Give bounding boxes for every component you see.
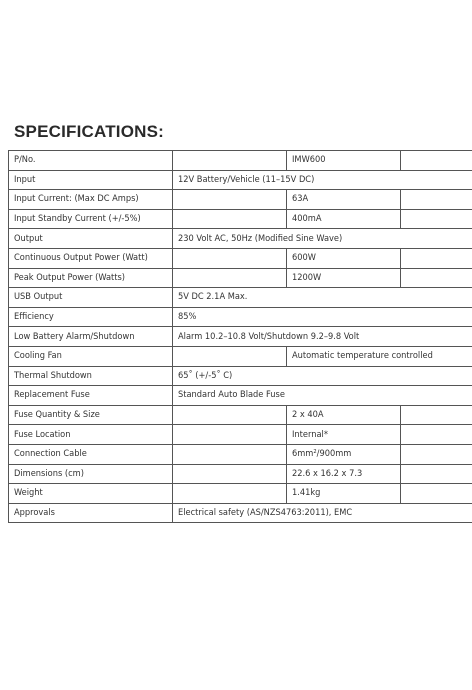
empty-cell — [173, 151, 287, 171]
table-row — [9, 484, 472, 504]
empty-cell — [401, 484, 472, 504]
empty-cell — [401, 248, 472, 268]
spec-label: Input Standby Current (+/-5%) — [9, 209, 173, 229]
spec-label: Efficiency — [9, 307, 173, 327]
table-row — [9, 170, 472, 190]
spec-label: Continuous Output Power (Watt) — [9, 248, 173, 268]
table-row — [9, 327, 472, 347]
table-row — [9, 229, 472, 249]
spec-label: Thermal Shutdown — [9, 366, 173, 386]
empty-cell — [173, 405, 287, 425]
table-row — [9, 444, 472, 464]
spec-value: 230 Volt AC, 50Hz (Modified Sine Wave) — [173, 229, 472, 249]
table-row — [9, 346, 472, 366]
spec-label: Input Current: (Max DC Amps) — [9, 190, 173, 210]
empty-cell — [173, 346, 287, 366]
table-row — [9, 366, 472, 386]
spec-value: Electrical safety (AS/NZS4763:2011), EMC — [173, 503, 472, 523]
table-row — [9, 268, 472, 288]
spec-value: 12V Battery/Vehicle (11–15V DC) — [173, 170, 472, 190]
table-row — [9, 386, 472, 406]
empty-cell — [173, 464, 287, 484]
spec-value: Automatic temperature controlled — [287, 346, 472, 366]
table-row — [9, 464, 472, 484]
spec-label: Dimensions (cm) — [9, 464, 173, 484]
empty-cell — [173, 190, 287, 210]
empty-cell — [401, 444, 472, 464]
empty-cell — [401, 209, 472, 229]
empty-cell — [173, 209, 287, 229]
empty-cell — [401, 268, 472, 288]
table-row — [9, 248, 472, 268]
spec-value: 5V DC 2.1A Max. — [173, 288, 472, 308]
spec-label: Approvals — [9, 503, 173, 523]
empty-cell — [401, 151, 472, 171]
spec-value: 2 x 40A — [287, 405, 401, 425]
spec-label: Replacement Fuse — [9, 386, 173, 406]
empty-cell — [173, 425, 287, 445]
spec-value: 85% — [173, 307, 472, 327]
spec-label: Fuse Quantity & Size — [9, 405, 173, 425]
spec-value: Standard Auto Blade Fuse — [173, 386, 472, 406]
spec-label: USB Output — [9, 288, 173, 308]
empty-cell — [401, 405, 472, 425]
table-row — [9, 190, 472, 210]
spec-label: Peak Output Power (Watts) — [9, 268, 173, 288]
specifications-heading: SPECIFICATIONS: — [14, 122, 165, 141]
spec-value: 6mm²/900mm — [287, 444, 401, 464]
spec-value: 1.41kg — [287, 484, 401, 504]
spec-label: Weight — [9, 484, 173, 504]
spec-value: 1200W — [287, 268, 401, 288]
specifications-table — [8, 150, 472, 523]
table-row — [9, 307, 472, 327]
spec-label: Connection Cable — [9, 444, 173, 464]
spec-value: 600W — [287, 248, 401, 268]
spec-label: Low Battery Alarm/Shutdown — [9, 327, 173, 347]
table-row — [9, 425, 472, 445]
empty-cell — [401, 464, 472, 484]
spec-value: Alarm 10.2–10.8 Volt/Shutdown 9.2–9.8 Volt — [173, 327, 472, 347]
spec-label: Output — [9, 229, 173, 249]
table-row — [9, 503, 472, 523]
spec-value: 63A — [287, 190, 401, 210]
spec-label: Cooling Fan — [9, 346, 173, 366]
empty-cell — [401, 425, 472, 445]
empty-cell — [401, 190, 472, 210]
model-label: IMW600 — [287, 151, 401, 171]
part-number-label: P/No. — [9, 151, 173, 171]
empty-cell — [173, 484, 287, 504]
spec-label: Fuse Location — [9, 425, 173, 445]
spec-value: 400mA — [287, 209, 401, 229]
empty-cell — [173, 248, 287, 268]
spec-value: Internal* — [287, 425, 401, 445]
table-header-row — [9, 151, 472, 171]
table-row — [9, 288, 472, 308]
empty-cell — [173, 444, 287, 464]
empty-cell — [173, 268, 287, 288]
spec-label: Input — [9, 170, 173, 190]
table-row — [9, 209, 472, 229]
spec-value: 22.6 x 16.2 x 7.3 — [287, 464, 401, 484]
table-row — [9, 405, 472, 425]
spec-value: 65˚ (+/-5˚ C) — [173, 366, 472, 386]
